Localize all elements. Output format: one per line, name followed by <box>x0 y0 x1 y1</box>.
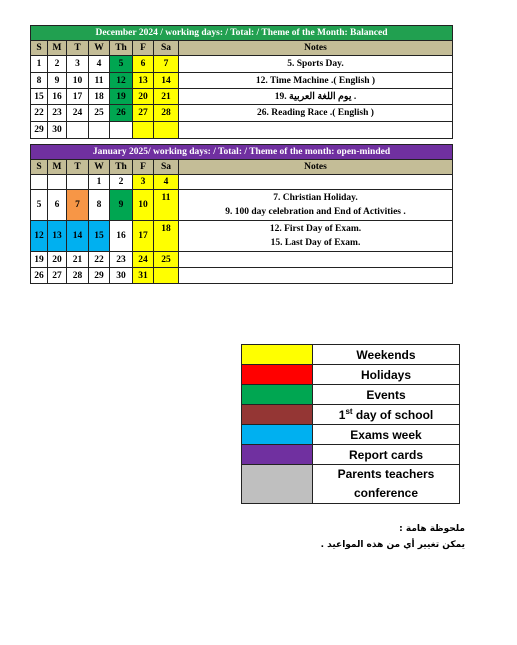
day-cell: 16 <box>110 221 133 252</box>
day-cell <box>110 122 133 139</box>
note-cell: 12. Time Machine .( English ) <box>179 73 453 89</box>
day-cell-weekend <box>154 268 179 284</box>
day-cell: 27 <box>48 268 67 284</box>
day-header: S <box>31 160 48 175</box>
day-cell: 2 <box>48 56 67 73</box>
note-title: ملحوظة هامة : <box>399 524 465 534</box>
week-row <box>31 105 453 122</box>
legend-label: Report cards <box>313 445 460 465</box>
week-row <box>31 252 453 268</box>
legend-label: Exams week <box>313 425 460 445</box>
day-cell: 2 <box>110 175 133 190</box>
day-cell: 30 <box>110 268 133 284</box>
january-calendar <box>30 144 453 284</box>
day-header: M <box>48 41 67 56</box>
week-row <box>31 56 453 73</box>
notes-header: Notes <box>179 160 453 175</box>
note-cell <box>179 175 453 190</box>
week-row <box>31 190 453 221</box>
week-row <box>31 89 453 105</box>
day-cell: 23 <box>48 105 67 122</box>
day-cell-weekend <box>154 122 179 139</box>
day-cell: 20 <box>48 252 67 268</box>
day-cell <box>48 175 67 190</box>
note-cell: 19. يوم اللغة العربية . <box>179 89 453 105</box>
day-cell-weekend: 14 <box>154 73 179 89</box>
day-cell: 16 <box>48 89 67 105</box>
week-row <box>31 268 453 284</box>
day-cell: 22 <box>89 252 110 268</box>
day-cell: 23 <box>110 252 133 268</box>
legend-row <box>242 425 460 445</box>
day-cell: 6 <box>48 190 67 221</box>
day-cell-weekend: 11 <box>154 190 179 221</box>
note-cell <box>179 122 453 139</box>
day-cell: 4 <box>89 56 110 73</box>
day-cell: 8 <box>89 190 110 221</box>
day-header: Th <box>110 160 133 175</box>
day-header: T <box>67 160 89 175</box>
day-cell <box>67 175 89 190</box>
day-cell-exam: 12 <box>31 221 48 252</box>
day-cell: 8 <box>31 73 48 89</box>
note-cell: 26. Reading Race .( English ) <box>179 105 453 122</box>
day-cell-exam: 14 <box>67 221 89 252</box>
day-cell-event: 9 <box>110 190 133 221</box>
legend-label: Parents teachers conference <box>313 465 460 504</box>
report-cards-swatch <box>242 445 313 465</box>
day-cell: 18 <box>89 89 110 105</box>
day-cell: 19 <box>31 252 48 268</box>
note-cell <box>179 268 453 284</box>
day-cell-exam: 13 <box>48 221 67 252</box>
day-cell: 10 <box>67 73 89 89</box>
day-header: F <box>133 160 154 175</box>
day-cell-event: 5 <box>110 56 133 73</box>
note-cell <box>179 252 453 268</box>
day-cell-weekend: 31 <box>133 268 154 284</box>
day-cell: 25 <box>89 105 110 122</box>
day-header: T <box>67 41 89 56</box>
week-row <box>31 73 453 89</box>
day-cell-holiday: 7 <box>67 190 89 221</box>
legend-label: Events <box>313 385 460 405</box>
day-cell-event: 26 <box>110 105 133 122</box>
day-header: Sa <box>154 160 179 175</box>
day-header: S <box>31 41 48 56</box>
color-legend <box>241 344 460 504</box>
day-cell-event: 19 <box>110 89 133 105</box>
day-cell-weekend: 4 <box>154 175 179 190</box>
day-cell-exam: 15 <box>89 221 110 252</box>
day-header: M <box>48 160 67 175</box>
day-cell: 28 <box>67 268 89 284</box>
note-line: 12. First Day of Exam. <box>269 224 362 234</box>
legend-label <box>313 405 460 425</box>
day-cell-weekend <box>133 122 154 139</box>
note-cell <box>179 190 453 221</box>
label-sup: st <box>345 407 353 416</box>
day-cell-weekend: 6 <box>133 56 154 73</box>
day-cell: 29 <box>31 122 48 139</box>
parents-conference-swatch <box>242 465 313 504</box>
december-days-header <box>31 41 453 56</box>
day-cell-weekend: 13 <box>133 73 154 89</box>
legend-row <box>242 465 460 504</box>
december-calendar <box>30 25 453 139</box>
day-header: Sa <box>154 41 179 56</box>
legend-label: Holidays <box>313 365 460 385</box>
legend-label: Weekends <box>313 345 460 365</box>
day-cell-weekend: 17 <box>133 221 154 252</box>
day-cell: 3 <box>67 56 89 73</box>
legend-row <box>242 365 460 385</box>
legend-row <box>242 405 460 425</box>
day-cell: 15 <box>31 89 48 105</box>
day-cell: 22 <box>31 105 48 122</box>
holidays-swatch <box>242 365 313 385</box>
day-header: W <box>89 160 110 175</box>
notes-header: Notes <box>179 41 453 56</box>
note-cell <box>179 221 453 252</box>
day-cell-weekend: 24 <box>133 252 154 268</box>
weekends-swatch <box>242 345 313 365</box>
day-cell: 1 <box>31 56 48 73</box>
december-title: December 2024 / working days: / Total: / Theme of the Month: Balanced <box>31 26 453 41</box>
day-cell-weekend: 20 <box>133 89 154 105</box>
label-part: day of school <box>352 408 434 422</box>
note-line: 15. Last Day of Exam. <box>270 238 361 248</box>
events-swatch <box>242 385 313 405</box>
day-cell: 5 <box>31 190 48 221</box>
day-header: Th <box>110 41 133 56</box>
legend-row <box>242 345 460 365</box>
day-header: F <box>133 41 154 56</box>
week-row <box>31 122 453 139</box>
day-cell-weekend: 18 <box>154 221 179 252</box>
day-cell-weekend: 3 <box>133 175 154 190</box>
day-cell: 11 <box>89 73 110 89</box>
note-line: 7. Christian Holiday. <box>273 193 358 203</box>
note-cell: 5. Sports Day. <box>179 56 453 73</box>
note-line: 9. 100 day celebration and End of Activities . <box>225 207 406 217</box>
label-part: 1 <box>338 408 346 422</box>
day-cell: 24 <box>67 105 89 122</box>
day-cell-weekend: 10 <box>133 190 154 221</box>
day-cell-weekend: 27 <box>133 105 154 122</box>
day-cell-weekend: 21 <box>154 89 179 105</box>
week-row <box>31 175 453 190</box>
day-cell: 26 <box>31 268 48 284</box>
exams-swatch <box>242 425 313 445</box>
first-day-swatch <box>242 405 313 425</box>
day-cell: 21 <box>67 252 89 268</box>
day-cell-weekend: 7 <box>154 56 179 73</box>
day-header: W <box>89 41 110 56</box>
note-text: يمكن تغيير أي من هذه المواعيد . <box>320 540 465 550</box>
day-cell-event: 12 <box>110 73 133 89</box>
day-cell: 9 <box>48 73 67 89</box>
day-cell: 17 <box>67 89 89 105</box>
day-cell <box>89 122 110 139</box>
january-days-header <box>31 160 453 175</box>
day-cell <box>67 122 89 139</box>
january-title: January 2025/ working days: / Total: / Theme of the month: open-minded <box>31 145 453 160</box>
legend-row <box>242 445 460 465</box>
day-cell: 29 <box>89 268 110 284</box>
day-cell-weekend: 25 <box>154 252 179 268</box>
week-row <box>31 221 453 252</box>
day-cell: 1 <box>89 175 110 190</box>
legend-row <box>242 385 460 405</box>
day-cell-weekend: 28 <box>154 105 179 122</box>
day-cell <box>31 175 48 190</box>
day-cell: 30 <box>48 122 67 139</box>
